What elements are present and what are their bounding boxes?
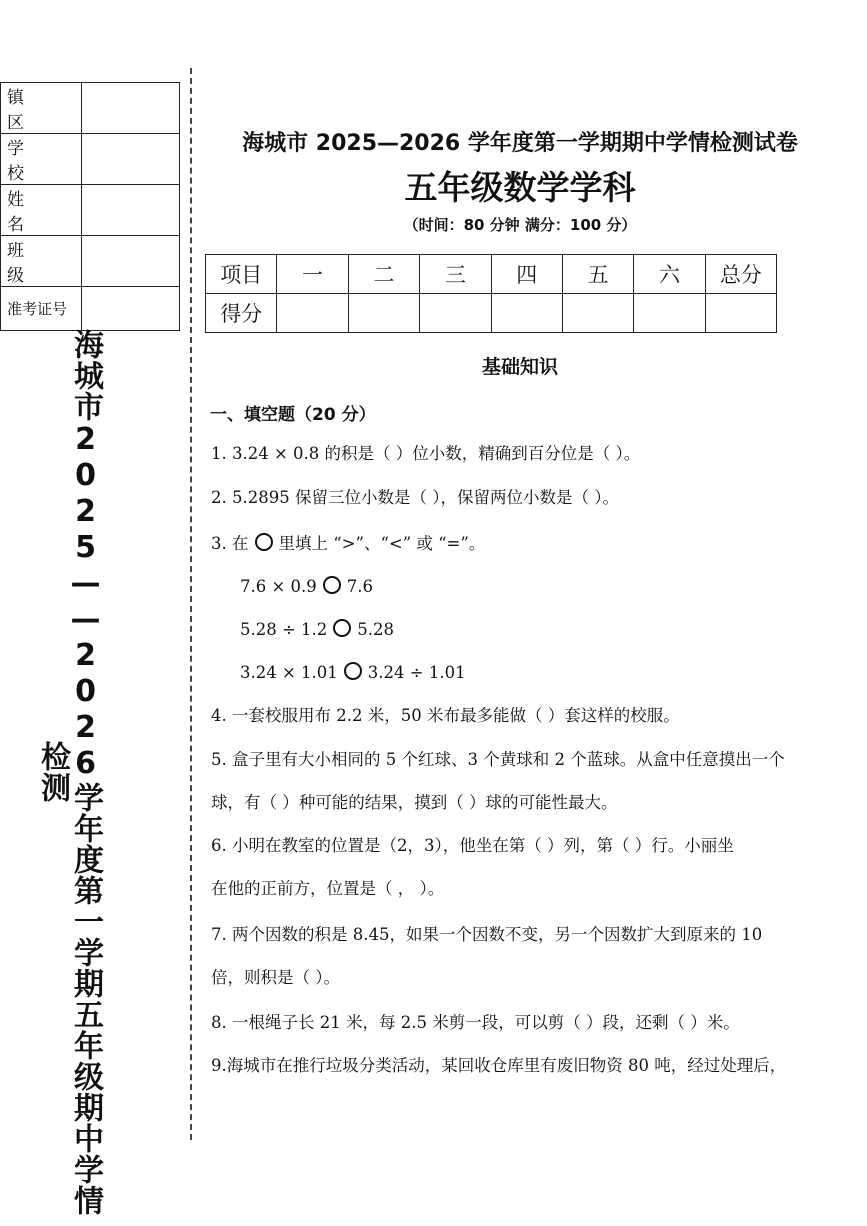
info-field-name[interactable] <box>82 185 180 236</box>
question-2: 2. 5.2895 保留三位小数是（ ），保留两位小数是（ ）。 <box>211 488 619 507</box>
score-cell[interactable] <box>705 294 776 333</box>
question-3-item-b <box>240 619 854 640</box>
info-field-class[interactable] <box>82 236 180 287</box>
score-row-label: 得分 <box>206 294 277 333</box>
info-label-district: 镇 区 <box>1 83 82 134</box>
score-header-cell: 三 <box>420 255 491 294</box>
info-label-exam-id: 准考证号 <box>1 287 82 331</box>
question-3-prefix: 3. 在 <box>211 534 249 553</box>
question-9-line-1: 9.海城市在推行垃圾分类活动，某回收仓库里有废旧物资 80 吨，经过处理后， <box>211 1056 787 1075</box>
compare-circle-icon[interactable] <box>333 619 351 637</box>
score-header-cell: 总分 <box>705 255 776 294</box>
info-label-class: 班 级 <box>1 236 82 287</box>
compare-right: 7.6 <box>346 577 374 596</box>
cut-line <box>190 68 192 1140</box>
compare-circle-icon[interactable] <box>323 576 341 594</box>
question-1: 1. 3.24 × 0.8 的积是（ ）位小数，精确到百分位是（ ）。 <box>211 444 641 463</box>
info-label-school: 学 校 <box>1 134 82 185</box>
score-cell[interactable] <box>562 294 633 333</box>
section-heading: 基础知识 <box>481 356 558 378</box>
info-field-district[interactable] <box>82 83 180 134</box>
exam-subject: 五年级数学学科 <box>404 168 636 207</box>
question-3-item-a <box>240 576 854 597</box>
score-header-cell: 五 <box>562 255 633 294</box>
info-label-name: 姓 名 <box>1 185 82 236</box>
question-4: 4. 一套校服用布 2.2 米，50 米布最多能做（ ）套这样的校服。 <box>211 706 680 725</box>
question-5-line-2: 球，有（ ）种可能的结果，摸到（ ）球的可能性最大。 <box>211 793 618 812</box>
exam-meta: （时间：80 分钟 满分：100 分） <box>403 216 637 234</box>
score-cell[interactable] <box>491 294 562 333</box>
question-6-line-2: 在他的正前方，位置是（ ， ）。 <box>211 879 445 898</box>
compare-circle-icon[interactable] <box>344 662 362 680</box>
question-7-line-1: 7. 两个因数的积是 8.45，如果一个因数不变，另一个因数扩大到原来的 10 <box>211 925 763 944</box>
compare-left: 7.6 × 0.9 <box>240 577 317 596</box>
question-8: 8. 一根绳子长 21 米，每 2.5 米剪一段，可以剪（ ）段，还剩（ ）米。 <box>211 1013 740 1032</box>
compare-right: 3.24 ÷ 1.01 <box>367 663 466 682</box>
side-title: 海城市2025——2026学年度第一学期五年级期中学情检测 <box>35 328 103 1216</box>
score-cell[interactable] <box>277 294 348 333</box>
question-3-suffix: 里填上 “>”、“<” 或 “=”。 <box>278 534 486 553</box>
score-cell[interactable] <box>420 294 491 333</box>
score-header-cell: 项目 <box>206 255 277 294</box>
compare-left: 5.28 ÷ 1.2 <box>240 620 328 639</box>
question-3 <box>211 533 825 554</box>
question-7-line-2: 倍，则积是（ ）。 <box>211 968 340 987</box>
score-header-cell: 四 <box>491 255 562 294</box>
info-field-school[interactable] <box>82 134 180 185</box>
student-info-table <box>0 82 180 331</box>
question-5-line-1: 5. 盒子里有大小相同的 5 个红球、3 个黄球和 2 个蓝球。从盒中任意摸出一个 <box>211 750 785 769</box>
score-cell[interactable] <box>348 294 419 333</box>
score-header-cell: 六 <box>634 255 705 294</box>
part-heading: 一、填空题（20 分） <box>210 405 376 425</box>
circle-icon <box>255 533 273 551</box>
exam-title: 海城市 2025—2026 学年度第一学期期中学情检测试卷 <box>242 131 798 156</box>
question-3-item-c <box>240 662 854 683</box>
score-header-cell: 二 <box>348 255 419 294</box>
compare-left: 3.24 × 1.01 <box>240 663 338 682</box>
score-header-row <box>206 255 777 294</box>
score-header-cell: 一 <box>277 255 348 294</box>
score-row <box>206 294 777 333</box>
question-6-line-1: 6. 小明在教室的位置是（2，3），他坐在第（ ）列，第（ ）行。小丽坐 <box>211 836 734 855</box>
compare-right: 5.28 <box>357 620 395 639</box>
score-table <box>205 254 777 333</box>
score-cell[interactable] <box>634 294 705 333</box>
